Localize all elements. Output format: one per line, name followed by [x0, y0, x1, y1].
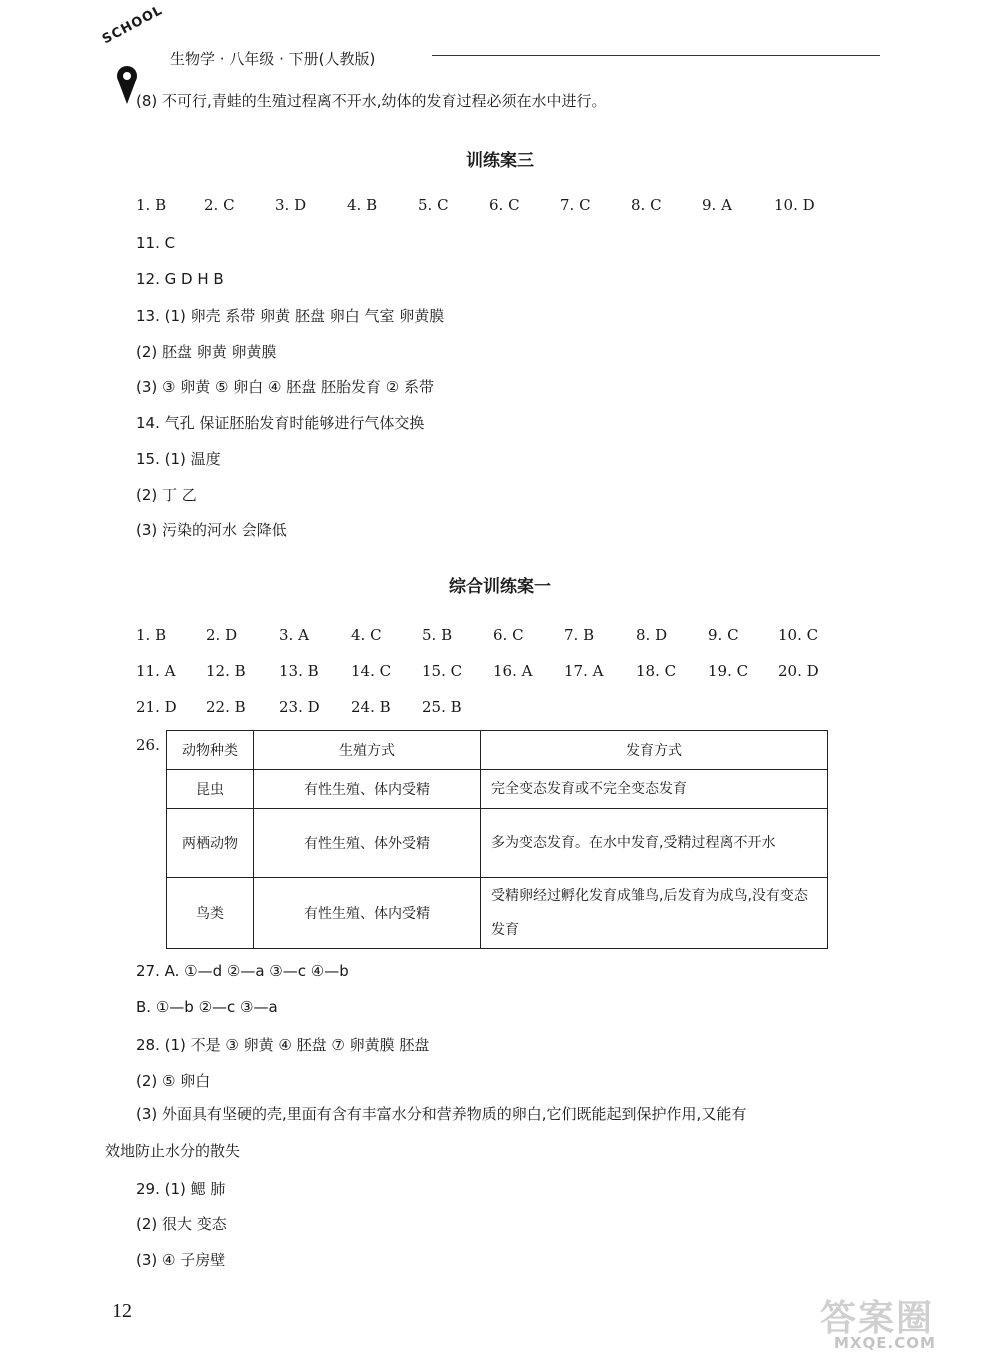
answer-item: 1. B	[136, 196, 167, 214]
answer-line: (3) 污染的河水 会降低	[136, 521, 287, 539]
answer-item: 5. B	[422, 626, 453, 644]
answer-line: 12. G D H B	[136, 270, 224, 288]
table-row	[167, 770, 828, 809]
table-cell: 多为变态发育。在水中发育,受精过程离不开水	[481, 809, 828, 878]
answer-item: 1. B	[136, 626, 167, 644]
answer-line: (3) ③ 卵黄 ⑤ 卵白 ④ 胚盘 胚胎发育 ② 系带	[136, 378, 434, 396]
header-title: 生物学 · 八年级 · 下册(人教版)	[170, 50, 376, 68]
answer-item: 4. C	[351, 626, 382, 644]
answer-item: 6. C	[489, 196, 520, 214]
watermark-logo-text: 答案圈	[820, 1298, 935, 1339]
table-cell: 受精卵经过孵化发育成雏鸟,后发育为成鸟,没有变态发育	[481, 878, 828, 949]
question-26-label: 26.	[136, 736, 160, 754]
answer-item: 8. C	[631, 196, 662, 214]
answer-item: 7. C	[560, 196, 591, 214]
watermark	[800, 1290, 990, 1350]
table-header: 动物种类	[167, 731, 254, 770]
answer-item: 13. B	[279, 662, 319, 680]
answer-line: 效地防止水分的散失	[105, 1142, 241, 1160]
table-cell: 有性生殖、体外受精	[254, 809, 481, 878]
answer-item: 5. C	[418, 196, 449, 214]
answer-item: 20. D	[778, 662, 819, 680]
answer-item: 6. C	[493, 626, 524, 644]
answer-item: 15. C	[422, 662, 463, 680]
table-header-row	[167, 731, 828, 770]
answer-line: 15. (1) 温度	[136, 450, 221, 468]
answer-line: 11. C	[136, 234, 176, 252]
answer-item: 2. C	[204, 196, 235, 214]
answer-item: 8. D	[636, 626, 668, 644]
answer-line: 27. A. ①—d ②—a ③—c ④—b	[136, 962, 349, 980]
logo-text: SCHOOL	[100, 2, 166, 48]
answer-item: 3. A	[279, 626, 309, 644]
answer-item: 7. B	[564, 626, 595, 644]
table-header: 发育方式	[481, 731, 828, 770]
answer-item: 11. A	[136, 662, 176, 680]
answer-item: 9. A	[702, 196, 732, 214]
answer-item: 14. C	[351, 662, 392, 680]
table-cell: 有性生殖、体内受精	[254, 770, 481, 809]
answer-item: 25. B	[422, 698, 462, 716]
answer-line: B. ①—b ②—c ③—a	[136, 998, 278, 1016]
table-cell: 完全变态发育或不完全变态发育	[481, 770, 828, 809]
watermark-url: MXQE.COM	[834, 1334, 936, 1352]
table-cell: 昆虫	[167, 770, 254, 809]
answer-item: 10. D	[774, 196, 815, 214]
answer-item: 4. B	[347, 196, 378, 214]
answer-item: 22. B	[206, 698, 246, 716]
answer-line: 29. (1) 鳃 肺	[136, 1180, 226, 1198]
answer-item: 12. B	[206, 662, 246, 680]
answer-item: 18. C	[636, 662, 677, 680]
answer-line: (2) 丁 乙	[136, 486, 197, 504]
intro-line: (8) 不可行,青蛙的生殖过程离不开水,幼体的发育过程必须在水中进行。	[136, 92, 607, 110]
answer-line: (3) ④ 子房壁	[136, 1251, 226, 1269]
answer-item: 21. D	[136, 698, 177, 716]
answer-item: 19. C	[708, 662, 749, 680]
answer-line: (2) ⑤ 卵白	[136, 1072, 211, 1090]
answer-item: 24. B	[351, 698, 391, 716]
table-header: 生殖方式	[254, 731, 481, 770]
answer-line: (2) 胚盘 卵黄 卵黄膜	[136, 343, 277, 361]
answer-line: (3) 外面具有坚硬的壳,里面有含有丰富水分和营养物质的卵白,它们既能起到保护作用,又能有	[136, 1105, 747, 1123]
answer-item: 17. A	[564, 662, 604, 680]
answer-item: 3. D	[275, 196, 307, 214]
answer-line: 14. 气孔 保证胚胎发育时能够进行气体交换	[136, 414, 425, 432]
table-cell: 有性生殖、体内受精	[254, 878, 481, 949]
table-cell: 鸟类	[167, 878, 254, 949]
answer-item: 23. D	[279, 698, 320, 716]
header-rule	[432, 55, 880, 56]
answer-item: 10. C	[778, 626, 819, 644]
reproduction-table	[166, 730, 828, 949]
answer-item: 2. D	[206, 626, 238, 644]
answer-line: 28. (1) 不是 ③ 卵黄 ④ 胚盘 ⑦ 卵黄膜 胚盘	[136, 1036, 430, 1054]
answer-item: 16. A	[493, 662, 533, 680]
answer-item: 9. C	[708, 626, 739, 644]
table-row	[167, 809, 828, 878]
table-cell: 两栖动物	[167, 809, 254, 878]
answer-line: 13. (1) 卵壳 系带 卵黄 胚盘 卵白 气室 卵黄膜	[136, 307, 445, 325]
section-title-training-3: 训练案三	[466, 151, 534, 171]
answer-line: (2) 很大 变态	[136, 1215, 227, 1233]
page-number: 12	[112, 1300, 132, 1322]
section-title-comprehensive-1: 综合训练案一	[449, 577, 551, 597]
table-row	[167, 878, 828, 949]
